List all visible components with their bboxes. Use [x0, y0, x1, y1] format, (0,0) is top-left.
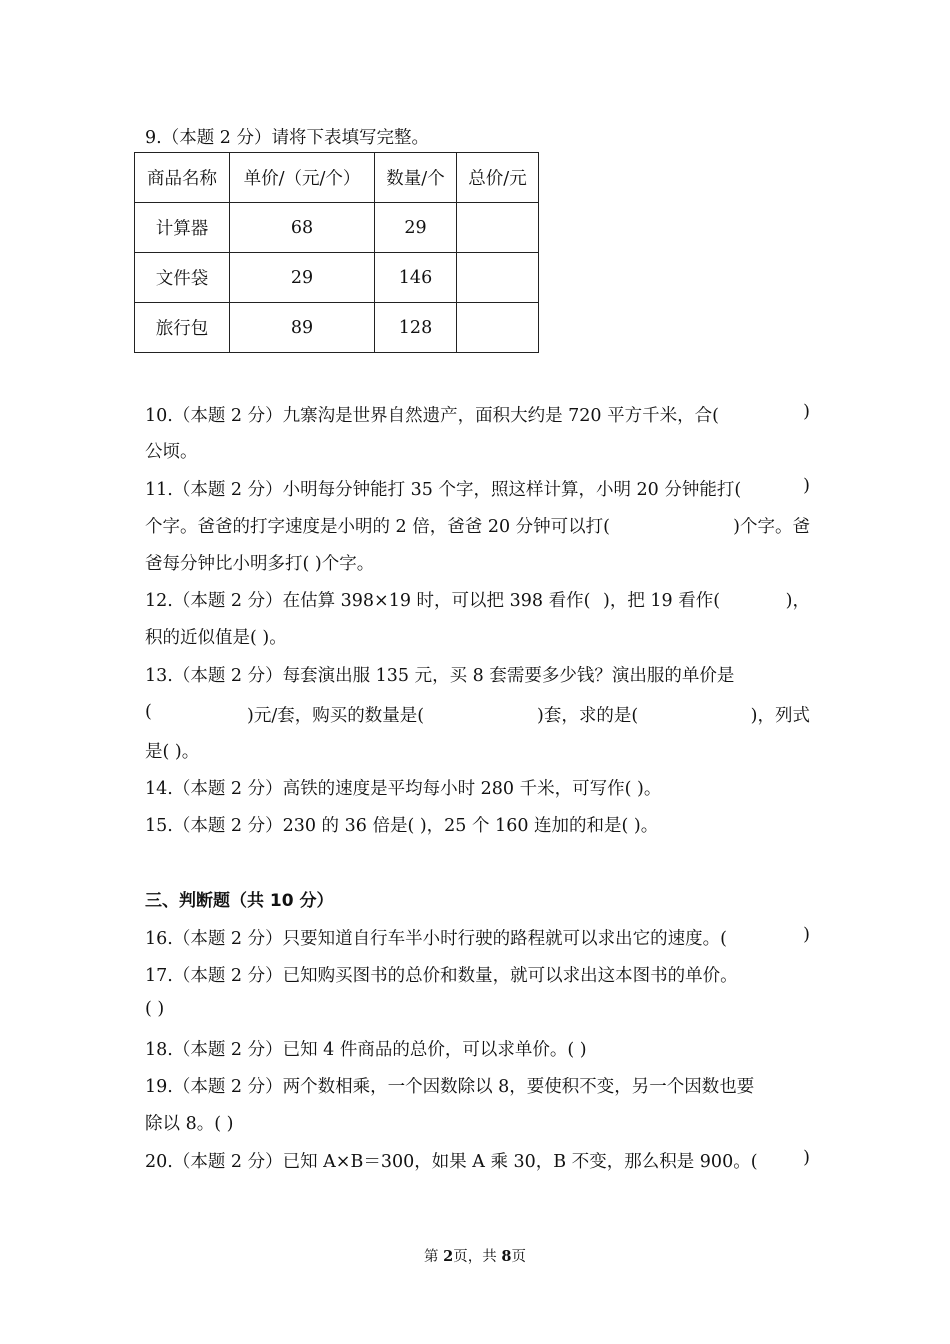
footer-text: 页，共	[453, 1249, 502, 1265]
question-10-text: 10.（本题 2 分）九寨沟是世界自然遗产，面积大约是 720 平方千米，合(	[145, 406, 719, 426]
current-page-number: 2	[443, 1248, 454, 1265]
question-11-line-2	[145, 513, 810, 538]
table-cell: 89	[230, 303, 375, 353]
answer-blank-close: )	[803, 476, 810, 496]
question-9: 9.（本题 2 分）请将下表填写完整。	[145, 128, 429, 148]
question-20-text: 20.（本题 2 分）已知 A×B＝300，如果 A 乘 30，B 不变，那么积是 900。(	[145, 1152, 758, 1172]
table-cell: 146	[375, 253, 457, 303]
header-cell: 商品名称	[135, 153, 230, 203]
header-cell: 总价/元	[457, 153, 539, 203]
question-16	[145, 925, 810, 950]
answer-blank-close: )	[803, 402, 810, 422]
question-11-line-1	[145, 476, 810, 501]
question-11-text: )个字。爸	[733, 517, 810, 537]
question-11-line-3: 爸每分钟比小明多打( )个字。	[145, 554, 375, 574]
table-cell: 计算器	[135, 203, 230, 253]
question-19-line-2: 除以 8。( )	[145, 1114, 234, 1134]
table-header-row	[135, 153, 539, 203]
question-13-text: )元/套，购买的数量是(	[247, 706, 425, 726]
header-cell: 单价/（元/个）	[230, 153, 375, 203]
answer-cell[interactable]	[457, 253, 539, 303]
answer-blank-close: )	[803, 1148, 810, 1168]
question-11-text: 个字。爸爸的打字速度是小明的 2 倍，爸爸 20 分钟可以打(	[145, 517, 610, 537]
question-10-line-2: 公顷。	[145, 442, 198, 462]
question-17-line-2: ( )	[145, 999, 165, 1019]
question-13-line-3: 是( )。	[145, 742, 200, 762]
total-page-number: 8	[501, 1248, 512, 1265]
question-12-line-1	[145, 587, 810, 612]
table-row	[135, 203, 539, 253]
table-cell: 文件袋	[135, 253, 230, 303]
header-cell: 数量/个	[375, 153, 457, 203]
footer-text: 页	[511, 1249, 526, 1265]
table-cell: 68	[230, 203, 375, 253]
question-10-line-1	[145, 402, 810, 427]
question-12-line-2: 积的近似值是( )。	[145, 628, 287, 648]
footer-text: 第	[424, 1249, 444, 1265]
question-16-text: 16.（本题 2 分）只要知道自行车半小时行驶的路程就可以求出它的速度。(	[145, 929, 727, 949]
question-14: 14.（本题 2 分）高铁的速度是平均每小时 280 千米，可写作( )。	[145, 779, 662, 799]
section-3-heading: 三、判断题（共 10 分）	[145, 891, 334, 911]
question-18: 18.（本题 2 分）已知 4 件商品的总价，可以求单价。( )	[145, 1040, 587, 1060]
question-13-text: (	[145, 702, 152, 722]
question-13-line-2	[145, 702, 810, 726]
question-17-line-1: 17.（本题 2 分）已知购买图书的总价和数量，就可以求出这本图书的单价。	[145, 966, 738, 986]
question-13-text: )，列式	[750, 706, 810, 726]
question-13-text: )套，求的是(	[537, 706, 639, 726]
answer-blank-close: )	[803, 925, 810, 945]
question-19-line-1: 19.（本题 2 分）两个数相乘，一个因数除以 8，要使积不变，另一个因数也要	[145, 1077, 755, 1097]
question-11-text: 11.（本题 2 分）小明每分钟能打 35 个字，照这样计算，小明 20 分钟能打(	[145, 480, 742, 500]
table-row	[135, 253, 539, 303]
question-13-line-1: 13.（本题 2 分）每套演出服 135 元，买 8 套需要多少钱？演出服的单价是	[145, 666, 735, 686]
question-12-text: )，把 19 看作(	[603, 591, 721, 611]
answer-cell[interactable]	[457, 203, 539, 253]
table-cell: 29	[230, 253, 375, 303]
table-row	[135, 303, 539, 353]
question-15: 15.（本题 2 分）230 的 36 倍是( )，25 个 160 连加的和是( )。	[145, 816, 659, 836]
table-cell: 旅行包	[135, 303, 230, 353]
goods-table	[134, 152, 539, 353]
table-cell: 29	[375, 203, 457, 253]
question-12-text: 12.（本题 2 分）在估算 398×19 时，可以把 398 看作(	[145, 591, 591, 611]
question-20	[145, 1148, 810, 1173]
answer-cell[interactable]	[457, 303, 539, 353]
question-12-text: )，	[785, 591, 810, 611]
page-footer	[0, 1245, 950, 1266]
table-cell: 128	[375, 303, 457, 353]
